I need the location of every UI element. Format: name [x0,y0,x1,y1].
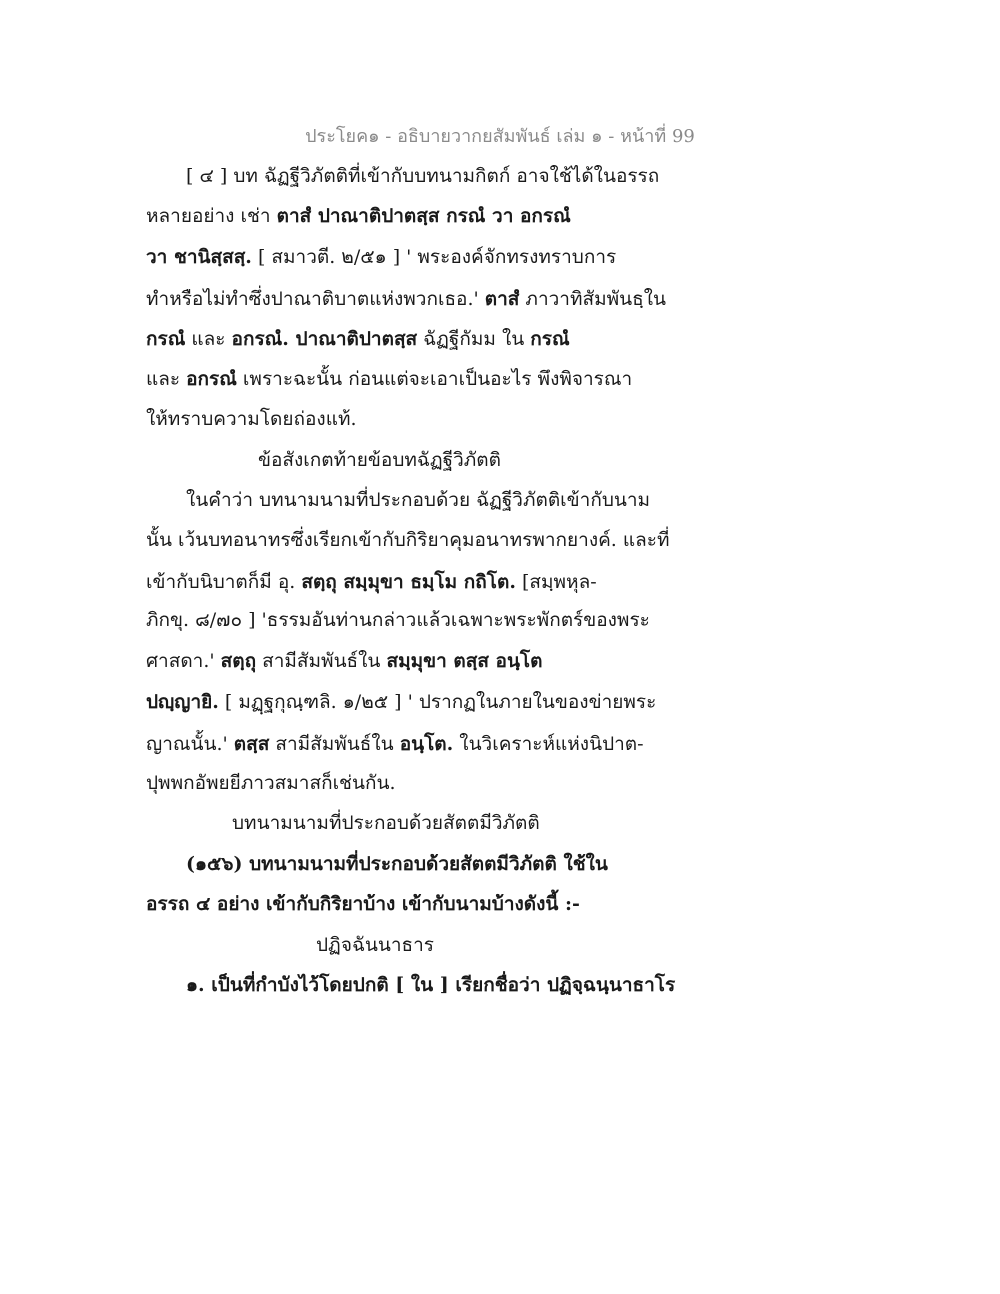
text-line [146,891,580,917]
text-segment: และ [185,328,232,350]
page-header: ประโยค๑ - อธิบายวากยสัมพันธ์ เล่ม ๑ - หน้าที่ 99 [305,126,695,147]
text-line [146,326,570,352]
text-segment: ภิกขุ. ๘/๗๐ ] 'ธรรมอันท่านกล่าวแล้วเฉพาะพระพักตร์ของพระ [146,609,650,631]
text-line [186,851,608,877]
text-line [258,447,501,473]
text-line [232,810,540,836]
text-line [146,770,395,796]
bold-text: ตาสํ ปาณาติปาตสฺส กรณํ วา อกรณํ [276,205,571,227]
text-line [186,972,675,998]
bold-text: สมฺมุขา ตสฺส อนฺโต [386,650,543,672]
bold-text: ตาสํ [484,288,520,310]
bold-text: กรณํ [146,328,186,350]
text-segment: ในวิเคราะห์แห่งนิปาต- [453,733,644,755]
bold-text: กรณํ [530,328,570,350]
text-segment: ในคำว่า บทนามนามที่ประกอบด้วย ฉัฏฐีวิภัตติเข้ากับนาม [186,489,651,511]
text-line [186,163,659,189]
text-segment: หลายอย่าง เช่า [146,205,277,227]
bold-text: อรรถ ๔ อย่าง เข้ากับกิริยาบ้าง เข้ากับนามบ้างดังนี้ :- [146,893,580,915]
text-segment: เข้ากับนิบาตก็มี อุ. [146,571,302,593]
bold-text: อกรณํ [186,368,237,390]
text-segment: ภาวาทิสัมพันธฺใน [519,288,666,310]
bold-text: อกรณํ. ปาณาติปาตสฺส [231,328,418,350]
text-segment: นั้น เว้นบทอนาทรซึ่งเรียกเข้ากับกิริยาคุมอนาทรพากยางค์. และที่ [146,529,670,551]
text-segment: ญาณนั้น.' [146,733,234,755]
bold-text: ปญฺญายิ. [146,691,219,713]
text-segment: ศาสดา.' [146,650,221,672]
text-line [146,244,616,270]
text-line [146,689,656,715]
text-line [146,406,357,432]
bold-text: สตฺถุ [220,650,257,672]
text-segment: สามีสัมพันธ์ใน [256,650,387,672]
text-line [146,203,571,229]
text-segment: สามีสัมพันธ์ใน [269,733,400,755]
text-line [316,932,434,958]
text-segment: ฉัฏฐีกัมม ใน [417,328,531,350]
text-segment: ให้ทราบความโดยถ่องแท้. [146,408,357,430]
text-segment: [ มฏฺฐกุณฺฑลิ. ๑/๒๕ ] ' ปรากฏในภายในของข่ายพระ [218,691,657,713]
bold-text: สตฺถุ สมฺมุขา ธมฺโม กถิโต. [301,571,516,593]
text-segment: และ [146,368,187,390]
text-line [146,648,542,674]
text-segment: ทำหรือไม่ทำซึ่งปาณาติบาตแห่งพวกเธอ.' [146,288,485,310]
text-segment: ปุพพกอัพยยีภาวสมาสก็เช่นกัน. [146,772,396,794]
bold-text: ตสฺส [233,733,270,755]
text-line [146,607,650,633]
text-segment: [สมฺพหุล- [515,571,597,593]
text-line [146,569,597,595]
text-segment: [ สมาวตี. ๒/๕๑ ] ' พระองค์จักทรงทราบการ [251,246,617,268]
bold-text: วา ชานิสฺสสฺ. [146,246,252,268]
bold-text: อนฺโต. [399,733,454,755]
text-segment: เพราะฉะนั้น ก่อนแต่จะเอาเป็นอะไร พึงพิจารณา [236,368,633,390]
text-segment: ปฏิจฉันนาธาร [316,934,435,956]
text-segment: บทนามนามที่ประกอบด้วยสัตตมีวิภัตติ [232,812,540,834]
text-line [146,286,666,312]
text-line [146,731,644,757]
text-line [146,527,670,553]
text-line [186,487,650,513]
bold-text: ๑. เป็นที่กำบังไว้โดยปกติ [ ใน ] เรียกชื่อว่า ปฏิจฺฉนฺนาธาโร [186,974,676,996]
bold-text: (๑๕๖) บทนามนามที่ประกอบด้วยสัตตมีวิภัตติ ใช้ใน [186,853,608,875]
text-line [146,366,632,392]
text-segment: ข้อสังเกตท้ายข้อบทฉัฏฐีวิภัตติ [258,449,501,471]
text-segment: [ ๔ ] บท ฉัฏฐีวิภัตติที่เข้ากับบทนามกิตก์ อาจใช้ได้ในอรรถ [186,165,660,187]
